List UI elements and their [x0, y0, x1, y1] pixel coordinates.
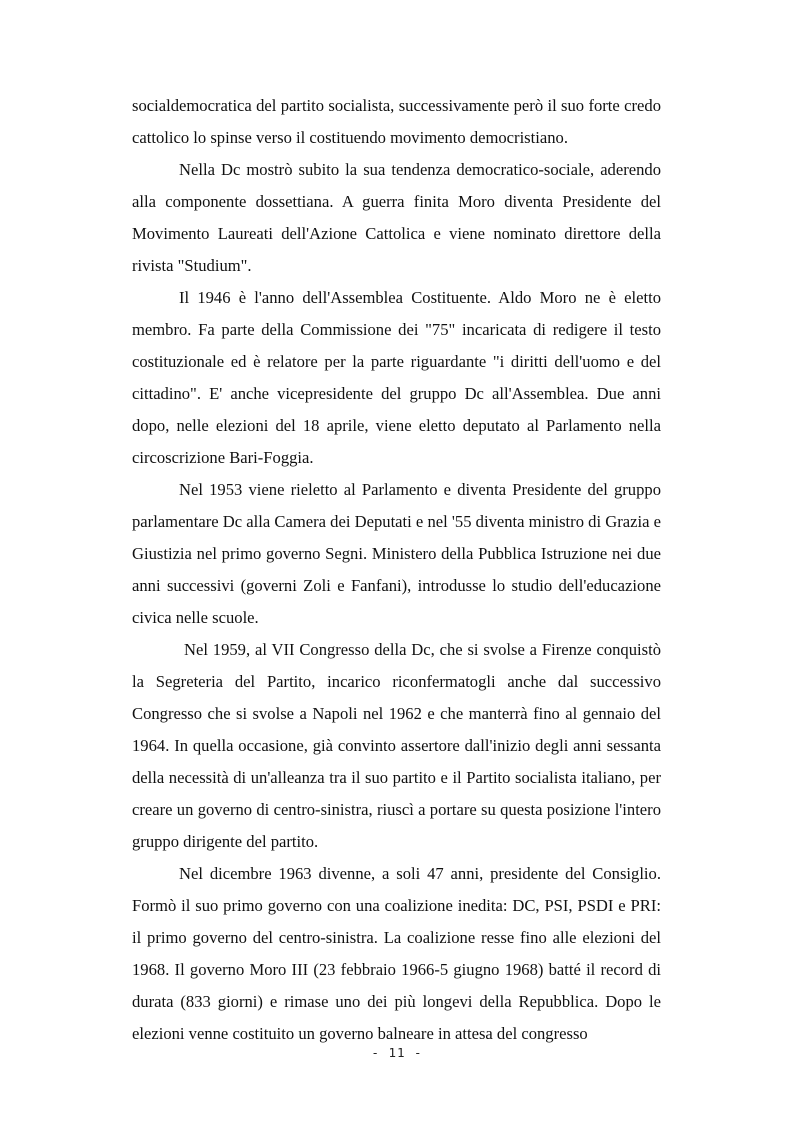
page-number: - 11 -	[371, 1045, 423, 1060]
paragraph-5: Nel 1959, al VII Congresso della Dc, che si svolse a Firenze conquistò la Segreteria del Partito, incarico riconfermatogli anche dal successivo Congresso che si svolse a Napoli nel 1962 e che manterrà fino al gennaio del 1964. In quella occasione, già convinto assertore dall'inizio degli anni sessanta della necessità di un'alleanza tra il suo partito e il Partito socialista italiano, per creare un governo di centro-sinistra, riuscì a portare su questa posizione l'intero gruppo dirigente del partito.	[132, 640, 661, 851]
paragraph-1: socialdemocratica del partito socialista, successivamente però il suo forte credo cattolico lo spinse verso il costituendo movimento democristiano.	[132, 96, 661, 147]
paragraph-2: Nella Dc mostrò subito la sua tendenza democratico-sociale, aderendo alla componente dossettiana. A guerra finita Moro diventa Presidente del Movimento Laureati dell'Azione Cattolica e viene nominato direttore della rivista "Studium".	[132, 160, 661, 275]
paragraph-4: Nel 1953 viene rieletto al Parlamento e diventa Presidente del gruppo parlamentare Dc alla Camera dei Deputati e nel '55 diventa ministro di Grazia e Giustizia nel primo governo Segni. Ministero della Pubblica Istruzione nei due anni successivi (governi Zoli e Fanfani), introdusse lo studio dell'educazione civica nelle scuole.	[132, 480, 661, 627]
paragraph-6: Nel dicembre 1963 divenne, a soli 47 anni, presidente del Consiglio. Formò il suo primo governo con una coalizione inedita: DC, PSI, PSDI e PRI: il primo governo del centro-sinistra. La coalizione resse fino alle elezioni del 1968. Il governo Moro III (23 febbraio 1966-5 giugno 1968) batté il record di durata (833 giorni) e rimase uno dei più longevi della Repubblica. Dopo le elezioni venne costituito un governo balneare in attesa del congresso	[132, 864, 661, 1043]
paragraph-3: Il 1946 è l'anno dell'Assemblea Costituente. Aldo Moro ne è eletto membro. Fa parte della Commissione dei "75" incaricata di redigere il testo costituzionale ed è relatore per la parte riguardante "i diritti dell'uomo e del cittadino". E' anche vicepresidente del gruppo Dc all'Assemblea. Due anni dopo, nelle elezioni del 18 aprile, viene eletto deputato al Parlamento nella circoscrizione Bari-Foggia.	[132, 288, 661, 467]
document-body	[132, 90, 661, 1050]
